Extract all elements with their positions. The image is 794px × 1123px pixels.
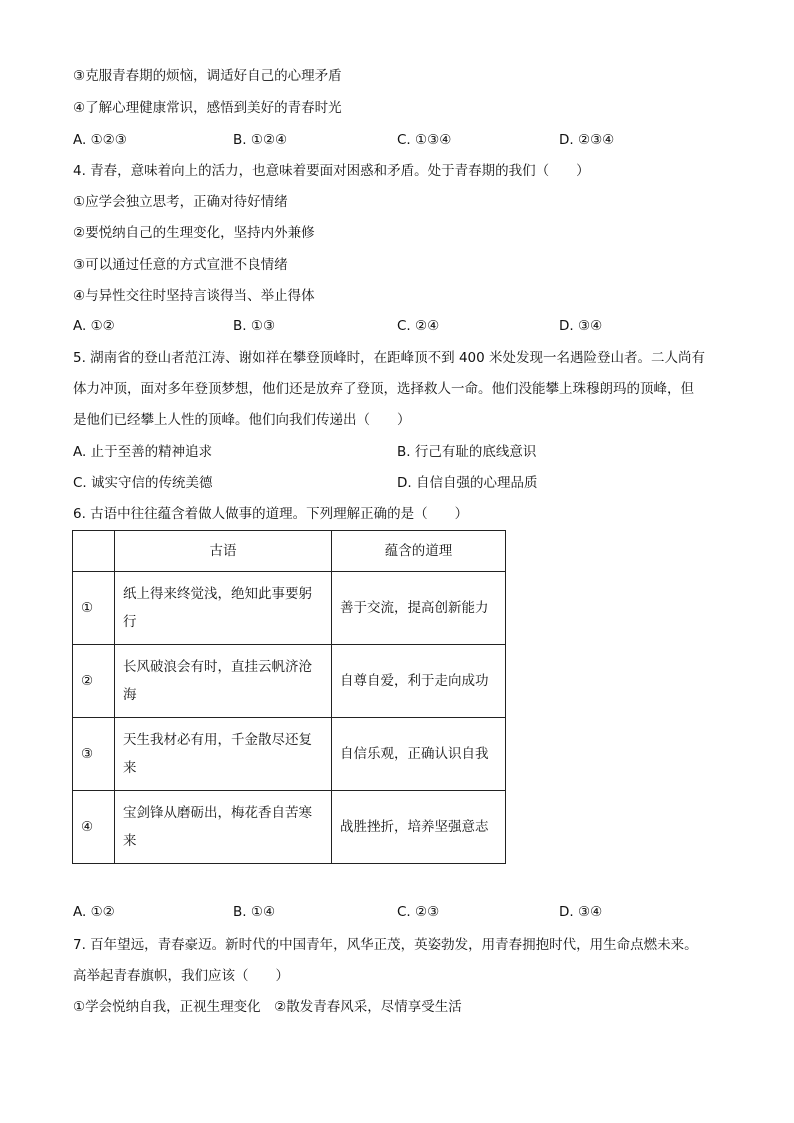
row-saying: 宝剑锋从磨砺出，梅花香自苦寒来 [115, 791, 332, 864]
q7-stem-line-2: 高举起青春旗帜，我们应该（ ） [73, 968, 289, 984]
q3-options [73, 131, 733, 149]
table-header-meaning: 蕴含的道理 [332, 531, 506, 572]
row-saying: 天生我材必有用，千金散尽还复来 [115, 718, 332, 791]
q5-option-d[interactable]: D. 自信自强的心理品质 [397, 475, 538, 491]
q5-option-c[interactable]: C. 诚实守信的传统美德 [73, 475, 213, 491]
q6-options [73, 903, 733, 921]
q6-stem: 6. 古语中往往蕴含着做人做事的道理。下列理解正确的是（ ） [73, 506, 469, 522]
table-header-saying: 古语 [115, 531, 332, 572]
q4-option-d[interactable]: D. ③④ [559, 318, 603, 334]
q3-item-3: ③克服青春期的烦恼，调适好自己的心理矛盾 [73, 68, 342, 84]
q4-option-a[interactable]: A. ①② [73, 318, 115, 334]
row-number: ① [73, 572, 115, 645]
q5-stem-line-3: 是他们已经攀上人性的顶峰。他们向我们传递出（ ） [73, 412, 411, 428]
row-meaning: 自尊自爱，利于走向成功 [332, 645, 506, 718]
q5-option-b[interactable]: B. 行己有耻的底线意识 [397, 444, 537, 460]
table-header-number [73, 531, 115, 572]
q7-items-line: ①学会悦纳自我，正视生理变化 ②散发青春风采，尽情享受生活 [73, 999, 462, 1015]
q4-option-c[interactable]: C. ②④ [397, 318, 440, 334]
q4-item-3: ③可以通过任意的方式宣泄不良情绪 [73, 257, 288, 273]
table-row [73, 645, 506, 718]
q4-item-4: ④与异性交往时坚持言谈得当、举止得体 [73, 288, 315, 304]
q4-option-b[interactable]: B. ①③ [233, 318, 276, 334]
q6-option-c[interactable]: C. ②③ [397, 904, 440, 920]
q3-option-b[interactable]: B. ①②④ [233, 132, 288, 148]
q3-option-d[interactable]: D. ②③④ [559, 132, 615, 148]
q4-options [73, 317, 733, 335]
table-header-row [73, 531, 506, 572]
q3-item-4: ④了解心理健康常识，感悟到美好的青春时光 [73, 100, 342, 116]
q6-option-a[interactable]: A. ①② [73, 904, 115, 920]
row-saying: 纸上得来终觉浅，绝知此事要躬行 [115, 572, 332, 645]
q4-stem: 4. 青春，意味着向上的活力，也意味着要面对困惑和矛盾。处于青春期的我们（ ） [73, 163, 590, 179]
row-meaning: 善于交流，提高创新能力 [332, 572, 506, 645]
row-number: ② [73, 645, 115, 718]
row-meaning: 战胜挫折，培养坚强意志 [332, 791, 506, 864]
q6-table [72, 530, 506, 864]
q7-stem-line-1: 7. 百年望远，青春豪迈。新时代的中国青年，风华正茂，英姿勃发，用青春拥抱时代，用生命点燃未来。 [73, 937, 698, 953]
row-number: ③ [73, 718, 115, 791]
q5-stem-line-1: 5. 湖南省的登山者范江涛、谢如祥在攀登顶峰时，在距峰顶不到 400 米处发现一名遇险登山者。二人尚有 [73, 350, 706, 366]
q6-option-b[interactable]: B. ①④ [233, 904, 276, 920]
table-row [73, 572, 506, 645]
row-meaning: 自信乐观，正确认识自我 [332, 718, 506, 791]
q5-stem-line-2: 体力冲顶，面对多年登顶梦想，他们还是放弃了登顶，选择救人一命。他们没能攀上珠穆朗玛的顶峰，但 [73, 381, 694, 397]
q5-options-row-1 [73, 443, 733, 461]
table-row [73, 791, 506, 864]
q3-option-a[interactable]: A. ①②③ [73, 132, 127, 148]
q6-option-d[interactable]: D. ③④ [559, 904, 603, 920]
table-row [73, 718, 506, 791]
q4-item-1: ①应学会独立思考，正确对待好情绪 [73, 194, 288, 210]
row-saying: 长风破浪会有时，直挂云帆济沧海 [115, 645, 332, 718]
q4-item-2: ②要悦纳自己的生理变化，坚持内外兼修 [73, 225, 315, 241]
row-number: ④ [73, 791, 115, 864]
q5-option-a[interactable]: A. 止于至善的精神追求 [73, 444, 213, 460]
q5-options-row-2 [73, 474, 733, 492]
q3-option-c[interactable]: C. ①③④ [397, 132, 452, 148]
